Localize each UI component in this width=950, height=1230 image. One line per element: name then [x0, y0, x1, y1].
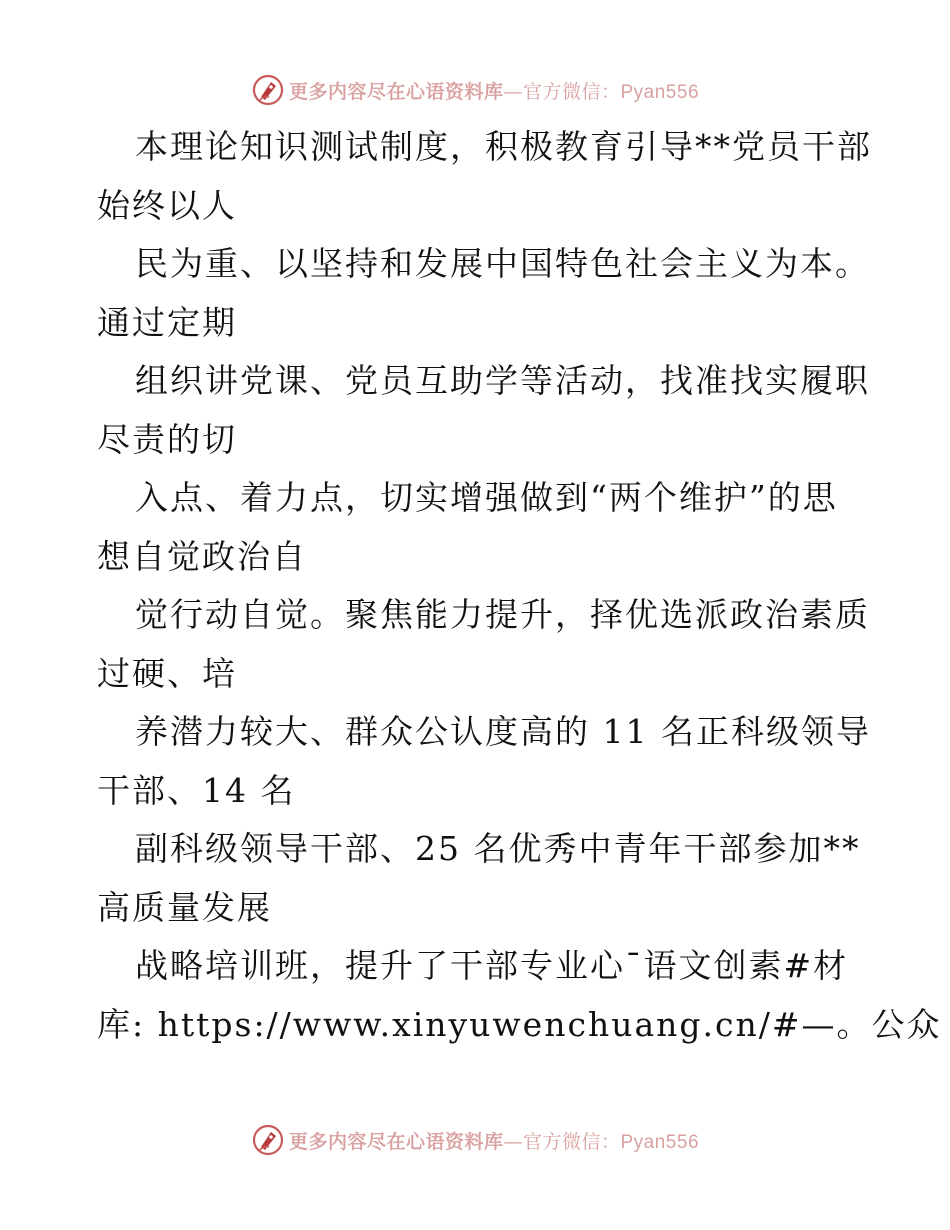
footer-banner: [0, 1120, 950, 1160]
body-line: 民为重、以坚持和发展中国特色社会主义为本。: [135, 244, 870, 283]
body-line: 副科级领导干部、25 名优秀中青年干部参加**: [135, 829, 861, 868]
body-line: 觉行动自觉。聚焦能力提升，择优选派政治素质: [135, 595, 870, 634]
body-line: 入点、着力点，切实增强做到“两个维护”的思: [135, 478, 838, 517]
body-line: 组织讲党课、党员互助学等活动，找准找实履职: [135, 361, 870, 400]
header-wechat-id: 官方微信：Pyan556: [523, 81, 700, 103]
document-body: [97, 118, 942, 1054]
body-line: 库: https://www.xinyuwenchuang.cn/#—。公众: [97, 1004, 942, 1044]
body-line: 本理论知识测试制度，积极教育引导**党员干部: [135, 127, 872, 166]
body-line: 始终以人: [97, 185, 237, 225]
body-line: 想自觉政治自: [97, 536, 307, 576]
body-line: 战略培训班，提升了干部专业心¯语文创素#材: [135, 946, 849, 985]
pen-nib-logo-icon: [251, 73, 285, 107]
header-banner-text: 更多内容尽在心语资料库—官方微信：Pyan556: [288, 80, 700, 103]
header-banner: [0, 70, 950, 110]
body-line: 养潜力较大、群众公认度高的 11 名正科级领导: [135, 712, 871, 751]
body-line: 尽责的切: [97, 419, 237, 459]
footer-wechat-id: 官方微信：Pyan556: [523, 1131, 700, 1153]
body-line: 高质量发展: [97, 887, 272, 927]
pen-nib-logo-icon: [251, 1123, 285, 1157]
footer-banner-text: 更多内容尽在心语资料库—官方微信：Pyan556: [288, 1130, 700, 1153]
body-line: 干部、14 名: [97, 770, 296, 810]
body-line: 通过定期: [97, 302, 237, 342]
body-line: 过硬、培: [97, 653, 237, 693]
